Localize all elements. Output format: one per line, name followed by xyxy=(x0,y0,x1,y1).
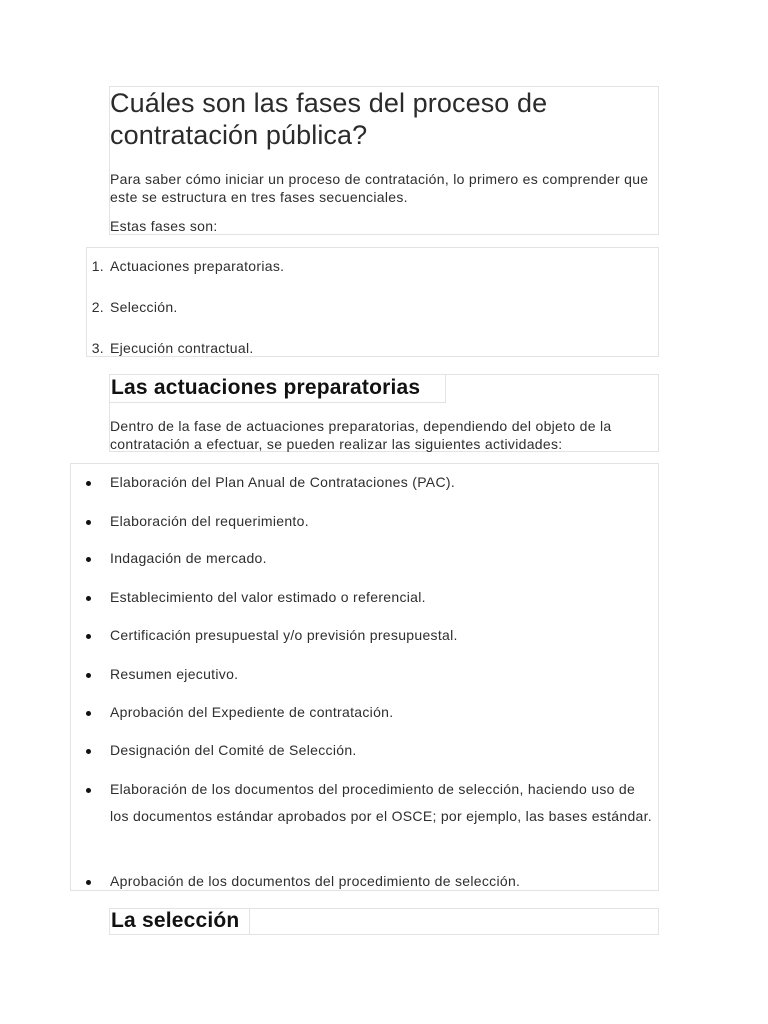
phase-text: Ejecución contractual. xyxy=(110,340,254,356)
section-heading-preparatory: Las actuaciones preparatorias xyxy=(111,376,421,399)
section-heading-selection: La selección xyxy=(111,909,240,932)
intro-paragraph: Para saber cómo iniciar un proceso de contratación, lo primero es comprender que este se estructura en tres fases secuenciales. xyxy=(110,171,649,205)
bullet-icon xyxy=(86,557,91,562)
phase-number: 2. xyxy=(91,299,104,315)
bullet-icon xyxy=(86,749,91,754)
bullet-icon xyxy=(86,634,91,639)
bullet-icon xyxy=(86,880,91,885)
activity-text: Aprobación del Expediente de contratación. xyxy=(110,704,394,720)
activity-text: Aprobación de los documentos del procedimiento de selección. xyxy=(110,873,521,889)
activity-text: Elaboración del requerimiento. xyxy=(110,513,309,529)
activity-text: Certificación presupuestal y/o previsión presupuestal. xyxy=(110,627,458,643)
activity-text: Indagación de mercado. xyxy=(110,550,267,566)
bullet-icon xyxy=(86,788,91,793)
activity-text: Designación del Comité de Selección. xyxy=(110,742,357,758)
activity-text: Elaboración de los documentos del procedimiento de selección, haciendo uso de los documentos estándar aprobados por el OSCE; por ejemplo, las bases estándar. xyxy=(110,781,652,824)
phases-lead-text: Estas fases son: xyxy=(110,218,218,234)
bullet-icon xyxy=(86,711,91,716)
bullet-icon xyxy=(86,673,91,678)
activity-text: Establecimiento del valor estimado o referencial. xyxy=(110,589,426,605)
bullet-icon xyxy=(86,596,91,601)
activity-text: Resumen ejecutivo. xyxy=(110,666,239,682)
activity-text: Elaboración del Plan Anual de Contrataciones (PAC). xyxy=(110,474,456,490)
phase-number: 1. xyxy=(91,258,104,274)
phase-text: Actuaciones preparatorias. xyxy=(110,258,285,274)
phase-text: Selección. xyxy=(110,299,178,315)
bullet-icon xyxy=(86,520,91,525)
bullet-icon xyxy=(86,481,91,486)
preparatory-paragraph: Dentro de la fase de actuaciones preparatorias, dependiendo del objeto de la contratación a efectuar, se pueden realizar las siguientes actividades: xyxy=(110,418,612,452)
phase-number: 3. xyxy=(91,340,104,356)
page-title: Cuáles son las fases del proceso de contratación pública? xyxy=(110,88,548,150)
